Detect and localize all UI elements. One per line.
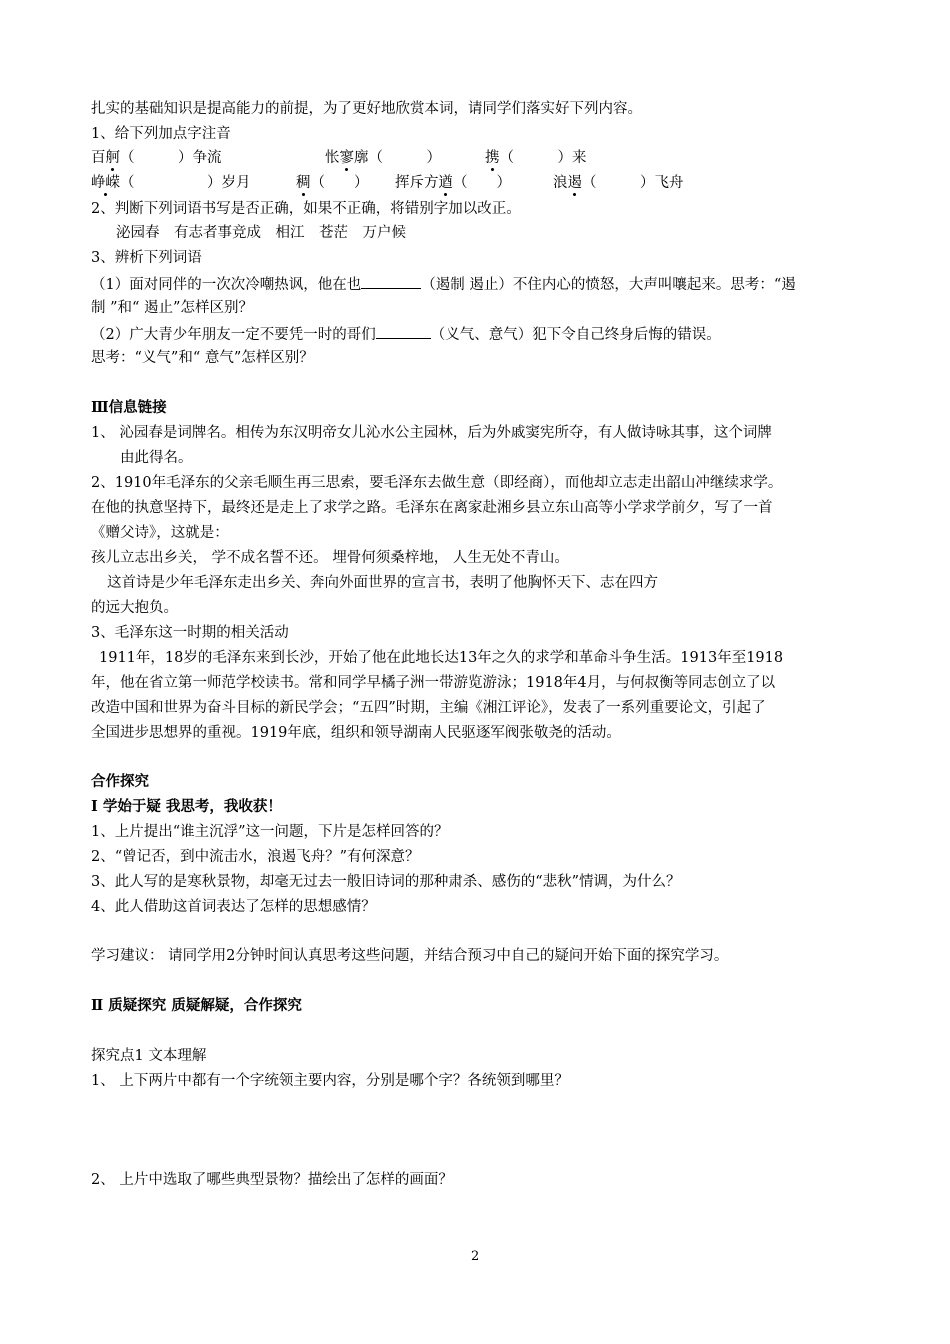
intro-text: 扎实的基础知识是提高能力的前提，为了更好地欣赏本词，请同学们落实好下列内容。 [91, 101, 642, 117]
info-1-line1: 1、 沁园春是词牌名。相传为东汉明帝女儿沁水公主园林，后为外戚窦宪所夺，有人做诗咏其事，这个词牌 [91, 425, 772, 441]
q3-title: 3、辨析下列词语 [91, 250, 202, 266]
answer-blank[interactable] [376, 324, 431, 339]
q1-item-chou: 稠（ ） [296, 175, 369, 191]
q3-item-1-line2: 制 ”和“ 遏止”怎样区别？ [91, 300, 253, 316]
emphasis-dot-char: 遏 [567, 175, 582, 191]
emphasis-dot-char: 携 [485, 150, 500, 166]
coop-question-4: 4、此人借助这首词表达了怎样的思想感情？ [91, 899, 376, 915]
q3-item-2-think: 思考：“义气”和“ 意气”怎样区别？ [91, 350, 314, 366]
q1-item-boge: 百舸（ ）争流 [91, 150, 222, 166]
q1-item-liaokuo: 怅寥廓（ ） [325, 150, 441, 166]
emphasis-dot-char: 寥 [339, 150, 354, 166]
emphasis-dot-char: 稠 [296, 175, 311, 191]
coop-question-3: 3、此人写的是寒秋景物，却毫无过去一般旧诗词的那种肃杀、感伤的“悲秋”情调，为什么？ [91, 874, 681, 890]
info-1-line2: 由此得名。 [120, 450, 193, 466]
emphasis-dot-char: 舸 [105, 150, 120, 166]
info-3-line1: 1911年，18岁的毛泽东来到长沙，开始了他在此地长达13年之久的求学和革命斗争生活。1913年至1918 [99, 650, 784, 666]
q1-item-xie: 携（ ）来 [485, 150, 587, 166]
info-2-line5: 的远大抱负。 [91, 600, 178, 616]
q1-item-zhengrong: 峥嵘（ ）岁月 [91, 175, 251, 191]
q1-item-qiu: 挥斥方遒（ ） [395, 175, 511, 191]
study-advice: 学习建议： 请同学用2分钟时间认真思考这些问题，并结合预习中自己的疑问开始下面的探究学习。 [91, 948, 729, 964]
q1-title: 1、给下列加点字注音 [91, 126, 231, 142]
info-3-line4: 全国进步思想界的重视。1919年底，组织和领导湖南人民驱逐军阀张敬尧的活动。 [91, 725, 621, 741]
info-3-line3: 改造中国和世界为奋斗目标的新民学会；“五四”时期，主编《湘江评论》，发表了一系列重要论文，引起了 [91, 700, 766, 716]
explore-question-1: 1、 上下两片中都有一个字统领主要内容，分别是哪个字？各统领到哪里？ [91, 1073, 569, 1089]
poem-line: 孩儿立志出乡关， 学不成名誓不还。 埋骨何须桑梓地， 人生无处不青山。 [91, 550, 569, 566]
answer-blank[interactable] [361, 274, 421, 289]
emphasis-dot-char: 峥嵘 [91, 175, 120, 191]
section-heading-coop: 合作探究 [91, 773, 149, 790]
info-2-line1: 2、1910年毛泽东的父亲毛顺生再三思索，要毛泽东去做生意（即经商），而他却立志走出韶山冲继续求学。 [91, 475, 783, 491]
subsection-heading-2: Ⅱ 质疑探究 质疑解疑，合作探究 [91, 997, 302, 1014]
q1-item-e: 浪遏（ ）飞舟 [553, 175, 684, 191]
emphasis-dot-char: 遒 [438, 175, 453, 191]
info-2-line4: 这首诗是少年毛泽东走出乡关、奔向外面世界的宣言书，表明了他胸怀天下、志在四方 [107, 575, 658, 591]
q3-item-2: （2）广大青少年朋友一定不要凭一时的哥们 （义气、意气）犯下令自己终身后悔的错误。 [91, 324, 721, 344]
info-3-line2: 年，他在省立第一师范学校读书。常和同学早橘子洲一带游览游泳；1918年4月，与何叔衡等同志创立了以 [91, 675, 776, 691]
info-3-title: 3、毛泽东这一时期的相关活动 [91, 625, 289, 641]
q2-words: 泌园春 有志者事竞成 相江 苍茫 万户候 [116, 225, 406, 241]
explore-point-title: 探究点1 文本理解 [91, 1048, 207, 1064]
explore-question-2: 2、 上片中选取了哪些典型景物？描绘出了怎样的画面？ [91, 1172, 453, 1188]
q3-item-1-line1: （1）面对同伴的一次次冷嘲热讽，他在也 （遏制 遏止）不住内心的愤怒，大声叫嚷起来。思考：“遏 [91, 274, 796, 294]
section-heading-info: Ⅲ信息链接 [91, 399, 167, 416]
info-2-line2: 在他的执意坚持下，最终还是走上了求学之路。毛泽东在离家赴湘乡县立东山高等小学求学前夕，写了一首 [91, 500, 773, 516]
subsection-heading-1: Ⅰ 学始于疑 我思考，我收获！ [91, 798, 282, 815]
coop-question-1: 1、上片提出“谁主沉浮”这一问题，下片是怎样回答的？ [91, 824, 449, 840]
coop-question-2: 2、“曾记否，到中流击水，浪遏飞舟？”有何深意？ [91, 849, 420, 865]
page-number: 2 [471, 1249, 480, 1264]
info-2-line3: 《赠父诗》，这就是： [91, 525, 229, 541]
q2-title: 2、判断下列词语书写是否正确，如果不正确，将错别字加以改正。 [91, 201, 521, 217]
